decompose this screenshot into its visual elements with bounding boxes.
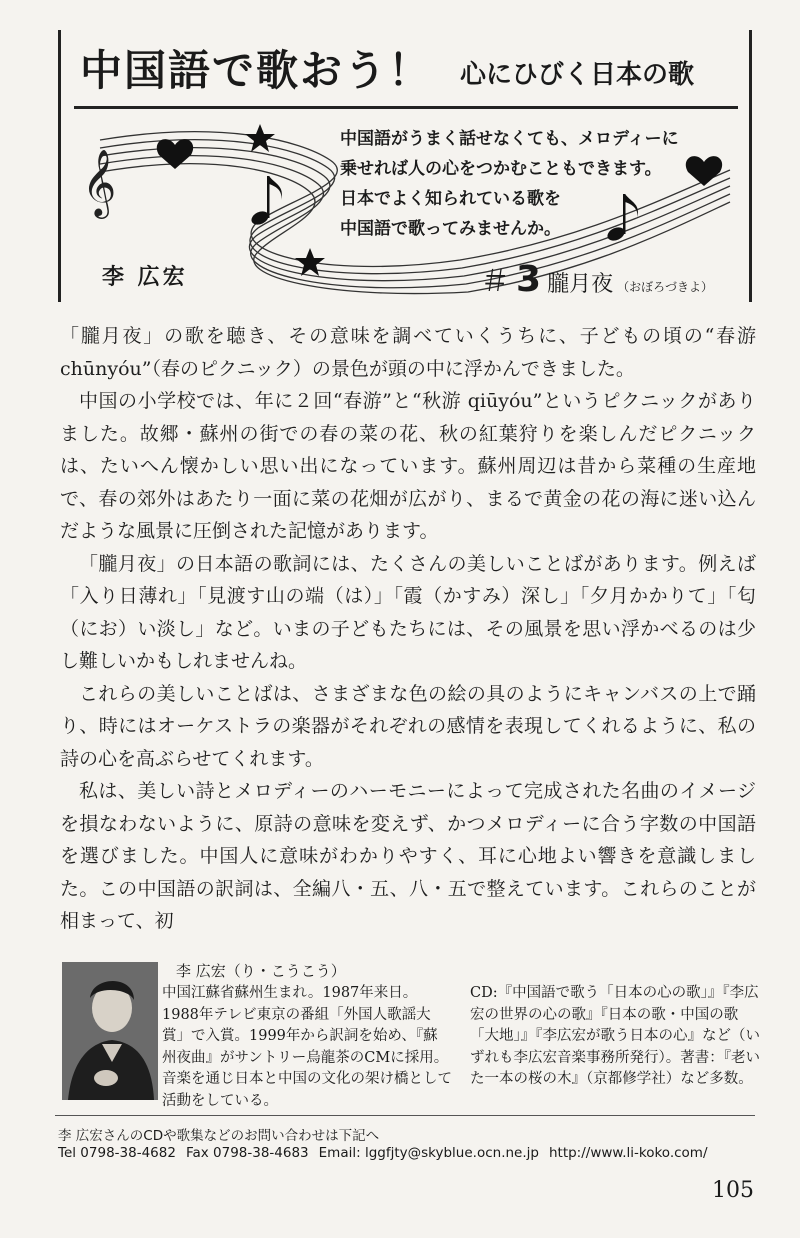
star-icon bbox=[295, 248, 325, 276]
song-reading: （おぼろづきよ） bbox=[617, 280, 713, 294]
article-body bbox=[60, 320, 756, 938]
intro-text bbox=[340, 124, 740, 244]
contact-email[interactable]: Email: lggfjty@skyblue.ocn.ne.jp bbox=[318, 1145, 539, 1161]
column-subtitle: 心にひびく日本の歌 bbox=[460, 60, 695, 90]
intro-line: 中国語がうまく話せなくても、メロディーに bbox=[340, 129, 679, 149]
episode-number: 3 bbox=[516, 259, 542, 300]
sharp-symbol: ＃ bbox=[480, 264, 510, 299]
paragraph: 「朧月夜」の日本語の歌詞には、たくさんの美しいことばがあります。例えば「入り日薄れ」「見渡す山の端（は）」「霞（かすみ）深し」「夕月かかりて」「匂（にお）い淡し」など。いまの子どもたちには、その風景を思い浮かべるのは少し難しいかもしれませんね。 bbox=[60, 552, 756, 672]
contact-details bbox=[58, 1145, 718, 1161]
bio-works bbox=[470, 983, 760, 1091]
column-title: 中国語で歌おう！ bbox=[80, 46, 433, 95]
footer-rule bbox=[55, 1115, 755, 1116]
contact-lead: 李 広宏さんのCDや歌集などのお問い合わせは下記へ bbox=[58, 1128, 380, 1144]
contact-tel: Tel 0798-38-4682 bbox=[58, 1145, 176, 1161]
song-title: 朧月夜 bbox=[547, 272, 614, 297]
paragraph: 中国の小学校では、年に２回“春游”と“秋游 qiūyóu”というピクニックがありました。故郷・蘇州の街での春の菜の花、秋の紅葉狩りを楽しんだピクニックは、たいへん懐かしい思い出になっています。蘇州周辺は昔から菜種の生産地で、春の郊外はあたり一面に菜の花畑が広がり、まるで黄金の花の海に迷い込んだような風景に圧倒された記憶があります。 bbox=[60, 390, 756, 542]
paragraph: 「朧月夜」の歌を聴き、その意味を調べていくうちに、子どもの頃の“春游 chūnyóu”（春のピクニック）の景色が頭の中に浮かんできました。 bbox=[60, 325, 756, 380]
bio-name: 李 広宏（り・こうこう） bbox=[176, 962, 346, 980]
bio-text bbox=[162, 983, 452, 1112]
intro-line: 日本でよく知られている歌を bbox=[340, 189, 561, 209]
bio-paragraph: 中国江蘇省蘇州生まれ。1987年来日。1988年テレビ東京の番組「外国人歌謡大賞」で入賞。1999年から訳詞を始め、『蘇州夜曲』がサントリー烏龍茶のCMに採用。音楽を通じ日本と中国の文化の架け橋として活動をしている。 bbox=[162, 985, 452, 1109]
episode-heading bbox=[480, 256, 713, 300]
paragraph: これらの美しいことばは、さまざまな色の絵の具のようにキャンバスの上で踊り、時にはオーケストラの楽器がそれぞれの感情を表現してくれるように、私の詩の心を高ぶらせてくれます。 bbox=[60, 682, 756, 770]
intro-line: 中国語で歌ってみませんか。 bbox=[340, 219, 561, 239]
contact-url[interactable]: http://www.li-koko.com/ bbox=[548, 1145, 708, 1161]
music-note-icon bbox=[249, 176, 282, 227]
works-paragraph: CD:『中国語で歌う「日本の心の歌」』『李広宏の世界の心の歌』『日本の歌・中国の歌「大地」』『李広宏が歌う日本の心』など（いずれも李広宏音楽事務所発行）。著書：『老いた一本の桜の木』（京都修学社）など多数。 bbox=[470, 985, 760, 1087]
paragraph: 私は、美しい詩とメロディーのハーモニーによって完成された名曲のイメージを損なわないように、原詩の意味を変えず、かつメロディーに合う字数の中国語を選びました。中国人に意味がわかりやすく、耳に心地よい響きを意識しました。この中国語の訳詞は、全編八・五、八・五で整えています。これらのことが相まって、初 bbox=[60, 780, 756, 932]
author-name: 李 広宏 bbox=[102, 265, 188, 290]
treble-clef-icon: 𝄞 bbox=[82, 148, 117, 216]
header-rule bbox=[74, 106, 738, 109]
page-number: 105 bbox=[712, 1178, 754, 1203]
author-photo bbox=[62, 962, 158, 1100]
intro-line: 乗せれば人の心をつかむこともできます。 bbox=[340, 159, 662, 179]
contact-fax: Fax 0798-38-4683 bbox=[185, 1145, 309, 1161]
